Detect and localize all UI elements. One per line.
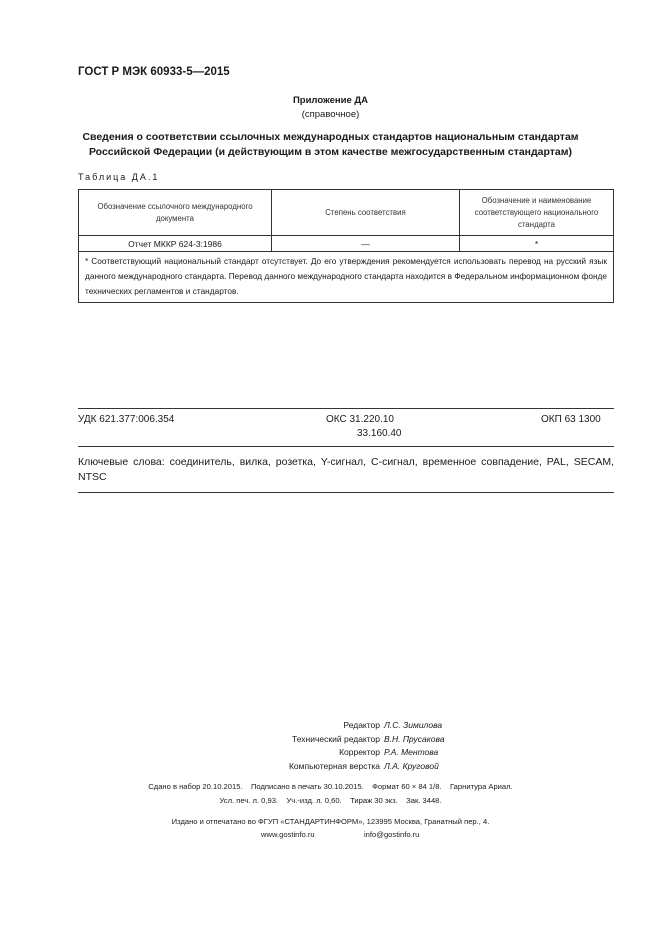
- document-header: ГОСТ Р МЭК 60933-5—2015: [78, 66, 230, 78]
- credit-row: [200, 719, 500, 733]
- credit-row: [200, 746, 500, 760]
- header-ref-document: Обозначение ссылочного международного документа: [79, 190, 272, 236]
- cell-document: Отчет МККР 624-3:1986: [79, 236, 272, 252]
- table-header-row: [79, 190, 614, 236]
- credit-role: Редактор: [343, 720, 380, 730]
- credit-role: Корректор: [339, 747, 380, 757]
- credit-person: Л.А. Круговой: [384, 760, 439, 771]
- cell-national: *: [460, 236, 614, 252]
- appendix-subtitle: (справочное): [301, 109, 360, 120]
- imprint-line-2: Усл. печ. л. 0,93. Уч.-изд. л. 0,60. Тираж 30 экз. Зак. 3448.: [219, 796, 442, 805]
- credit-row: [200, 760, 500, 774]
- publisher-email[interactable]: info@gostinfo.ru: [364, 830, 420, 839]
- table-label: Таблица ДА.1: [78, 172, 160, 182]
- publisher-website[interactable]: www.gostinfo.ru: [261, 830, 315, 839]
- cell-degree: —: [272, 236, 460, 252]
- appendix-title: Приложение ДА: [292, 95, 369, 106]
- appendix-heading-line1: Сведения о соответствии ссылочных международных стандартов национальным стандартам: [82, 131, 579, 143]
- oks-code-2: 33.160.40: [357, 428, 402, 439]
- table-footnote: * Соответствующий национальный стандарт отсутствует. До его утверждения рекомендуется использовать перевод на русский язык данного международного стандарта. Перевод данного международного стандарта находится в Федеральном информационном фонде технических регламентов и стандартов.: [79, 252, 614, 303]
- credit-role: Технический редактор: [292, 733, 380, 744]
- appendix-heading-line2: Российской Федерации (и действующим в этом качестве межгосударственным стандартам): [88, 146, 573, 158]
- header-degree: Степень соответствия: [272, 190, 460, 236]
- keywords: Ключевые слова: соединитель, вилка, розетка, Y-сигнал, С-сигнал, временное совпадение, PAL, SECAM, NTSC: [78, 456, 614, 483]
- divider-bottom: [78, 492, 614, 493]
- imprint-publisher: Издано и отпечатано во ФГУП «СТАНДАРТИНФОРМ», 123995 Москва, Гранатный пер., 4.: [171, 817, 490, 826]
- correspondence-table: [78, 189, 614, 303]
- credit-row: [200, 733, 500, 747]
- credit-role: Компьютерная верстка: [288, 760, 380, 771]
- oks-code-1: ОКС 31.220.10: [326, 414, 394, 425]
- table-row: [79, 236, 614, 252]
- udk-code: УДК 621.377:006.354: [78, 414, 175, 425]
- imprint-line-1: Сдано в набор 20.10.2015. Подписано в печать 30.10.2015. Формат 60 × 84 1/8. Гарнитура Ариал.: [148, 782, 513, 791]
- credit-person: Р.А. Ментова: [384, 747, 439, 757]
- header-national-standard: Обозначение и наименование соответствующего национального стандарта: [460, 190, 614, 236]
- credits-block: [200, 719, 500, 773]
- table-footnote-row: [79, 252, 614, 303]
- appendix-heading: [0, 130, 661, 160]
- okp-code: ОКП 63 1300: [541, 414, 601, 425]
- credit-person: В.Н. Прусакова: [384, 733, 445, 744]
- credit-person: Л.С. Зимилова: [384, 720, 443, 730]
- divider-top: [78, 408, 614, 409]
- divider-mid: [78, 446, 614, 447]
